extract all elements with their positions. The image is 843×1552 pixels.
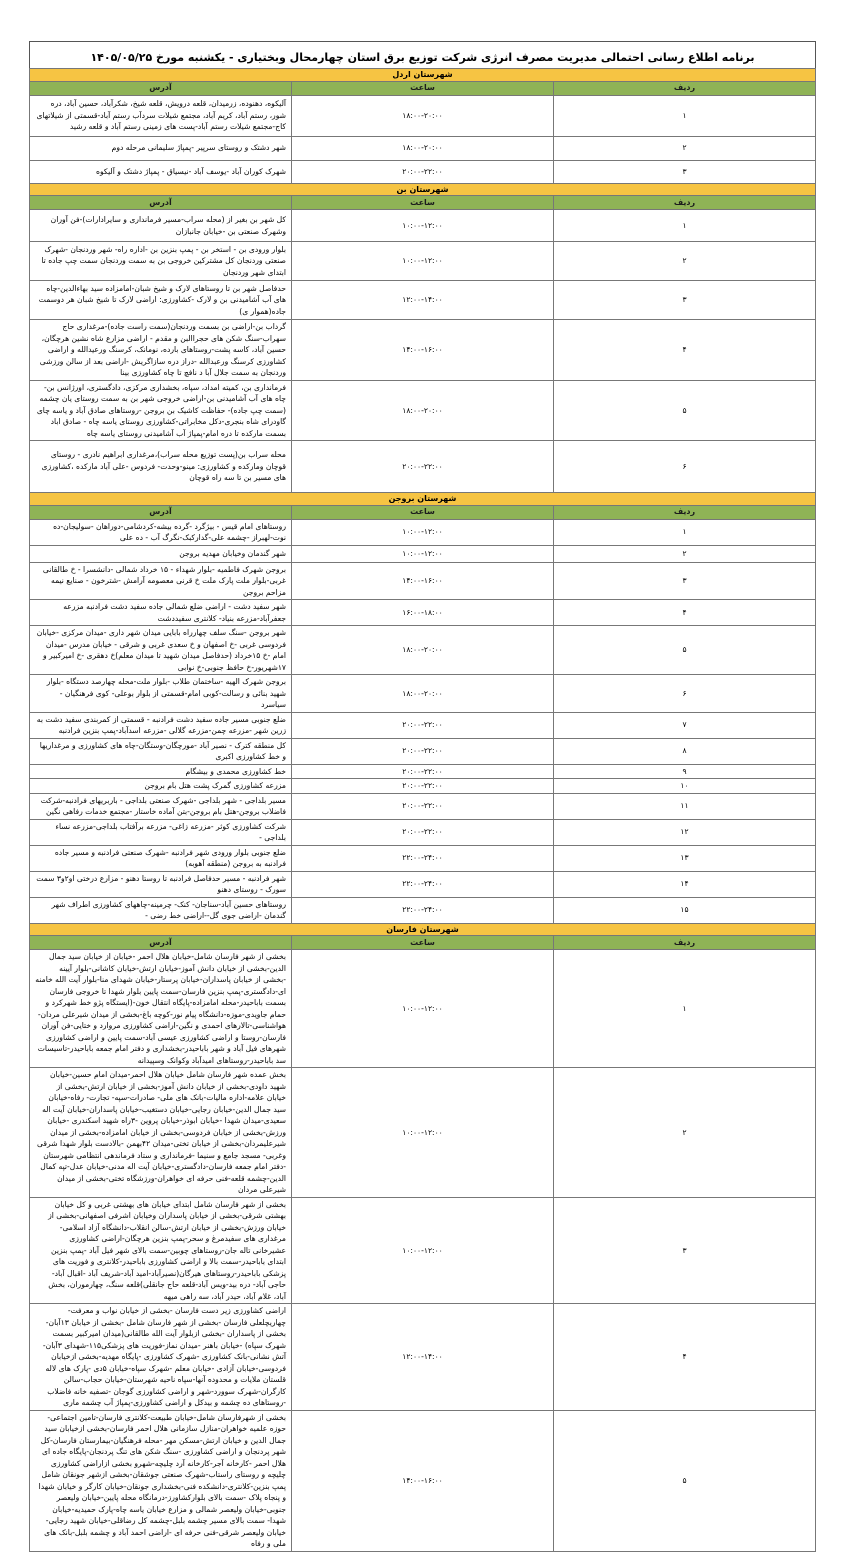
row-number: ۱۵ (554, 897, 816, 923)
outage-time: ۱۴:۰۰-۱۶:۰۰ (292, 1410, 554, 1551)
table-row (30, 210, 816, 242)
column-header-address: آدرس (30, 505, 292, 519)
row-number: ۱۳ (554, 845, 816, 871)
column-header-time: ساعت (292, 505, 554, 519)
city-header-row (30, 69, 816, 82)
table-row (30, 819, 816, 845)
outage-time: ۱۰:۰۰-۱۲:۰۰ (292, 1197, 554, 1304)
table-row (30, 950, 816, 1068)
table-row (30, 738, 816, 764)
table-row (30, 320, 816, 381)
row-number: ۱۴ (554, 871, 816, 897)
table-row (30, 897, 816, 923)
row-number: ۱۲ (554, 819, 816, 845)
outage-time: ۲۰:۰۰-۲۲:۰۰ (292, 793, 554, 819)
outage-address: بخش عمده شهر فارسان شامل خیابان هلال احمر-میدان امام حسین-خیابان شهید داودی-بخشی از خیابان دانش آموز-بخشی از خیابان ارتش-بخشی از خیابان علامه-اداره مالیات-بانک های ملی- صادرات-سپه- تجارت- رفاه-خیابان سید جمال الدین-خیابان رجایی-خیابان دستغیب-خیابان پاسداران-خیابان آیت اله سعیدی-میدان شهدا -خیابان ابوذر-خیابان پروین -۳راه شهید اسکندری -خیابان ورزش-بخشی از خیابان فردوسی-بخشی از خیابان امامزاده-بخشی از میدان شیرعلیمردان-بخشی از خیابان تختی-میدان ۴۲بهمن -بالادست بلوار شهدا شرقی وغربی- مسجد جامع و سنیما -فرمانداری و ستاد فرماندهی انتظامی شهرستان -دفتر امام جمعه فارسان-دادگستری-خیابان آیت اله مدنی-خیابان عدل-تپه کمال الدین-چشمه قلعه-فنی حرفه ای خواهران-ورزشگاه تختی-بخشی از میدان شیرعلی مردان (30, 1068, 292, 1198)
outage-time: ۱۸:۰۰-۲۰:۰۰ (292, 626, 554, 675)
outage-time: ۱۶:۰۰-۱۸:۰۰ (292, 600, 554, 626)
table-row (30, 600, 816, 626)
outage-time: ۱۰:۰۰-۱۲:۰۰ (292, 242, 554, 281)
city-name: شهرستان بن (30, 183, 816, 196)
table-row (30, 519, 816, 545)
outage-address: روستاهای حسین آباد-سناجان- کنک- چرمینه-چاههای کشاورزی اطراف شهر گندمان -اراضی جوی گل--اراضی خط رضی - (30, 897, 292, 923)
outage-address: مسیر بلداجی - شهر بلداجی -شهرک صنعتی بلداجی - باربریهای فرادنبه-شرکت فاضلاب بروجن-هتل بام بروجن-بتن آماده خاستار -مجتمع خدمات رفاهی نگین (30, 793, 292, 819)
outage-address: شهر بروجن -سنگ سلف چهارراه بابایی میدان شهر داری -میدان مرکزی -خیابان فردوسی غربی -خ اصفهان و خ سعدی غربی و شرقی - خیابان مدرس -میدان امام -خ ۱۵خرداد (حدفاصل میدان شهید تا میدان معلم)خ دهقری -خ امیرکبیر و ۱۷شهریور-خ حافظ جنوبی-خ نوابی (30, 626, 292, 675)
title-line-1: برنامه اطلاع رسانی احتمالی مدیریت مصرف انرژی شرکت توزیع برق استان چهارمحال وبختیاری - یکشنبه مورخ ۱۴۰۵/۰۵/۲۵ (90, 51, 755, 64)
row-number: ۲ (554, 136, 816, 160)
column-header-address: آدرس (30, 81, 292, 95)
outage-address: بروجن شهرک الهیه -ساختمان طلاب -بلوار ملت-محله چهارصد دستگاه -بلوار شهید بنائی و رسالت-کوبی امام-قسمتی از بلوار بوعلی- کوی فرهنگیان - سیاسرد (30, 675, 292, 713)
table-row (30, 626, 816, 675)
outage-address: آلیکوه، دهنوده، زرمیدان، قلعه درویش، قلعه شیخ، شکرآباد، حسین آباد، دره شور، رستم آباد، کریم آباد، مجتمع شیلات سردآب رستم آباد-قسمتی از شیلاتهای کاج-مجتمع شیلات رستم آباد-پست های زمینی رستم آباد و قلعه رشید (30, 95, 292, 136)
row-number: ۵ (554, 380, 816, 441)
row-number: ۱ (554, 210, 816, 242)
table-row (30, 160, 816, 183)
table-row (30, 764, 816, 779)
outage-time: ۱۸:۰۰-۲۰:۰۰ (292, 380, 554, 441)
outage-address: ضلع جنوبی بلوار ورودی شهر فرادنبه -شهرک صنعتی فرادنبه و مسیر جاده فرادنبه به بروجن (منطقه آهوبه) (30, 845, 292, 871)
outage-address: شهر دشتک و روستای سرپیر -پمپاژ سلیمانی مرحله دوم (30, 136, 292, 160)
city-name: شهرستان بروجن (30, 493, 816, 506)
row-number: ۱ (554, 519, 816, 545)
table-row (30, 95, 816, 136)
outage-address: بروجن شهرک فاطمیه -بلوار شهداء - ۱۵ خرداد شمالی -دانشسرا - خ طالقانی غربی-بلوار ملت پارک ملت خ قرنی معصومه آرامش -شترخون - صنایع نیمه مزاحم بروجن (30, 562, 292, 600)
outage-time: ۲۲:۰۰-۲۴:۰۰ (292, 871, 554, 897)
row-number: ۴ (554, 1304, 816, 1411)
outage-address: شهر گندمان وخیابان مهدیه بروجن (30, 545, 292, 562)
outage-time: ۱۸:۰۰-۲۰:۰۰ (292, 136, 554, 160)
city-header-row (30, 923, 816, 936)
column-header-time: ساعت (292, 936, 554, 950)
row-number: ۱۱ (554, 793, 816, 819)
city-name: شهرستان فارسان (30, 923, 816, 936)
row-number: ۱ (554, 950, 816, 1068)
outage-address: خط کشاورزی محمدی و بیشگام (30, 764, 292, 779)
table-row (30, 1410, 816, 1551)
outage-time: ۱۸:۰۰-۲۰:۰۰ (292, 95, 554, 136)
table-row (30, 242, 816, 281)
outage-address: اراضی کشاورزی زیر دست فارسان -بخشی از خیابان نواب و معرفت-چهاریچلعلی فارسان -بخشی از شهر فارسان شامل -بخشی از خیابان ۱۳آبان-بخشی از پاسداران -بخشی ازبلوار آیت الله طالقانی(میدان امیرکبیر بسمت شهرک سپاه) -خیابان باهنر -میدان نماز-فوریت های پزشکی۱۱۵-شهدای ۳آبان-آتش نشانی-بانک کشاورزی -شهرک کشاورزی -پایگاه مهدیه-بخشی ازخیابان فردوسی-خیابان آزادی -خیابان معلم -شهرک سپاه-خیابان ۵دی -پارک های لاله قلستان ملایات و محدوده آنها-سپاه ناحیه شهرستان-خیابان حجاب-سالن کارگران-شهرک سوورد-شهر و اراضی کشاورزی گوجان -تصفیه خانه فاضلاب -روستاهای ده چشمه و بیدکل و اراضی کشاورزی-پمپاژ آب چشمه ماری (30, 1304, 292, 1411)
column-header-time: ساعت (292, 196, 554, 210)
row-number: ۲ (554, 242, 816, 281)
document-page (29, 41, 816, 1552)
city-name: شهرستان اردل (30, 69, 816, 82)
row-number: ۳ (554, 1197, 816, 1304)
column-header-row (30, 936, 816, 950)
row-number: ۴ (554, 320, 816, 381)
table-row (30, 441, 816, 493)
column-header-row-number: ردیف (554, 936, 816, 950)
outage-time: ۱۲:۰۰-۱۴:۰۰ (292, 281, 554, 320)
outage-time: ۲۰:۰۰-۲۲:۰۰ (292, 160, 554, 183)
outage-address: ضلع جنوبی مسیر جاده سفید دشت فرادنبه - قسمتی از کمربندی سفید دشت به زرین شهر -مزرعه چمن-مزرعه گلالی -مزرعه اسدآباد-پمپ بنزین فرادنبه (30, 712, 292, 738)
row-number: ۱۰ (554, 779, 816, 794)
outage-time: ۲۰:۰۰-۲۲:۰۰ (292, 819, 554, 845)
column-header-time: ساعت (292, 81, 554, 95)
outage-time: ۲۲:۰۰-۲۴:۰۰ (292, 897, 554, 923)
document-title (29, 41, 816, 68)
row-number: ۷ (554, 712, 816, 738)
outage-address: مزرعه کشاورزی گمرک پشت هتل بام بروجن (30, 779, 292, 794)
column-header-address: آدرس (30, 936, 292, 950)
table-row (30, 380, 816, 441)
outage-time: ۲۰:۰۰-۲۲:۰۰ (292, 764, 554, 779)
table-row (30, 675, 816, 713)
outage-time: ۲۰:۰۰-۲۲:۰۰ (292, 738, 554, 764)
table-row (30, 281, 816, 320)
outage-address: گرداب بن-اراضی بن بسمت وردنجان(سمت راست جاده)-مرغداری حاج سهراب-سنگ شکن های حجراالبن و مقدم - اراضی مزارع شاه نشین هرچگان، حسین آباد، کاسه پشت-روستاهای بارده، نومانک، کرسنگ ورعیدالله و اراضی کشاورزی کرسنگ ورعبدالله -دراز دره سازاگریش -اراضی بعد از سالن ورزشی وردنجان به سمت جلال آبا د نافچ تا چاه کشاورزی بینا (30, 320, 292, 381)
outage-time: ۲۰:۰۰-۲۲:۰۰ (292, 779, 554, 794)
outage-address: شرکت کشاورزی کوثر -مزرعه زاغی- مزرعه برآفتاب بلداجی-مزرعه نساء بلداجی - (30, 819, 292, 845)
row-number: ۸ (554, 738, 816, 764)
row-number: ۳ (554, 281, 816, 320)
table-row (30, 793, 816, 819)
city-header-row (30, 493, 816, 506)
outage-time: ۲۲:۰۰-۲۴:۰۰ (292, 845, 554, 871)
outage-time: ۱۰:۰۰-۱۲:۰۰ (292, 1068, 554, 1198)
row-number: ۶ (554, 675, 816, 713)
outage-time: ۱۰:۰۰-۱۲:۰۰ (292, 950, 554, 1068)
outage-address: بخشی از شهرفارسان شامل-خیابان طبیعت-کلانتری فارسان-تامین اجتماعی-حوزه علمیه خواهران-منازل سازمانی هلال احمر فارسان-بخشی ازخیابان سید جمال الدین و خیابان ارتش-مسکن مهر -محله فرهنگیان-بیمارستان فارسان-کل شهر پردنجان و اراضی کشاورزی -سنگ شکن های تنگ پردنجان-پایگاه جاده ای هلال احمر -کارخانه آجر-کارخانه آرد چلیچه-شهرو بخشی ازاراضی کشاورزی چلیچه و روستای راستاب-شهرک صنعتی جوشقان-بخشی ازشهر جونقان شامل پمپ بنزین-کلانتری-دانشکده فنی-بخشداری جونقان-خیابان کارگر و خیابان شهدا و پنجاه پلاک -سمت بالای بلوارکشاورز-درمانگاه محله پایین-خیابان ولیعصر جنوبی-خیابان ولیعصر شمالی و مزارع خیابان یاسه چاه-پارک حمیدیه-خیابان شهدا- سمت بالای مسیر چشمه بلبل-چشمه کل رضاقلی-خیابان شهید رجایی-خیابان ولیعصر شرقی-فنی حرفه ای -اراضی احمد آباد و چشمه بلبل-بانک های ملی و رفاه (30, 1410, 292, 1551)
outage-address: شهر فرادنبه - مسیر حدفاصل فرادنبه تا روستا دهنو - مزارع درختی او۲و۳ سمت سورک - روستای دهنو (30, 871, 292, 897)
table-row (30, 136, 816, 160)
row-number: ۲ (554, 545, 816, 562)
outage-time: ۲۰:۰۰-۲۲:۰۰ (292, 441, 554, 493)
row-number: ۱ (554, 95, 816, 136)
outage-address: شهر سفید دشت - اراضی ضلع شمالی جاده سفید دشت فرادنبه مزرعه جعفرآباد-مزرعه بنیاد- کلانتری سفیددشت (30, 600, 292, 626)
table-row (30, 545, 816, 562)
table-row (30, 712, 816, 738)
outage-time: ۱۴:۰۰-۱۶:۰۰ (292, 562, 554, 600)
column-header-row-number: ردیف (554, 81, 816, 95)
outage-time: ۱۰:۰۰-۱۲:۰۰ (292, 545, 554, 562)
row-number: ۵ (554, 1410, 816, 1551)
column-header-row (30, 196, 816, 210)
row-number: ۶ (554, 441, 816, 493)
outage-address: کل منطقه کترک - نصیر آباد -مورچگان-وستگان-چاه های کشاورزی و مرغداریها و خط کشاورزی اکبری (30, 738, 292, 764)
row-number: ۹ (554, 764, 816, 779)
table-row (30, 1304, 816, 1411)
row-number: ۲ (554, 1068, 816, 1198)
outage-time: ۱۰:۰۰-۱۲:۰۰ (292, 210, 554, 242)
row-number: ۴ (554, 600, 816, 626)
outage-address: روستاهای امام قیس - بیژگرد -گرده بیشه-کردشامی-دوراهان -سولیجان-ده نوت-لهبراز -چشمه علی-گدارکبک-نگرگ آب - ده علی (30, 519, 292, 545)
outage-time: ۱۴:۰۰-۱۶:۰۰ (292, 320, 554, 381)
column-header-row (30, 505, 816, 519)
table-row (30, 845, 816, 871)
outage-address: شهرک کوران آباد -یوسف آباد -نیسیاق - پمپاژ دشتک و آلیکوه (30, 160, 292, 183)
outage-address: کل شهر بن بغیر از (محله سراب-مسیر فرمانداری و سایرادارات)-فن آوران وشهرک صنعتی بن -خیابان جانبازان (30, 210, 292, 242)
outage-address: فرمانداری بن، کمیته امداد، سپاه، بخشداری مرکزی، دادگستری، اورژانس بن- چاه های آب آشامیدنی بن-اراضی خروجی شهر بن به سمت روستای یان چشمه (سمت چپ جاده)- حفاظت کاشیک بن بروجن -روستاهای صادق آباد و یاسه چای گاودرای شاه بنجری-دکل مخابراتی-کشاورزی روستای یاسه چاه - صادق اباد بسمت مارکده تا دره امام-پمپاژ آب آشامیدنی روستای یاسه چاه (30, 380, 292, 441)
table-row (30, 871, 816, 897)
column-header-row-number: ردیف (554, 196, 816, 210)
column-header-row (30, 81, 816, 95)
outage-time: ۱۸:۰۰-۲۰:۰۰ (292, 675, 554, 713)
outage-address: بخشی از شهر فارسان شامل-خیابان هلال احمر -خیابان از خیابان سید جمال الدین-بخشی از خیابان دانش آموز-خیابان ارتش-خیابان کاشانی-بلوار آیینه -بخشی از خیابان پاسداران-خیابان پرستار-خیابان شهدای منا-بلوار آیت الله خامنه ای-دادگستری-پمپ بنزین فارسان-سمت پایین بلوار شهدا تا خروجی فارسان بسمت باباحیدر-محله امامزاده-پایگاه انتقال خون-(ایستگاه پژو خط شهرکرد و حمام جاویدی-موزه-دانشگاه پیام نور-کوچه باغ-بخشی از میدان شیرعلی مردان-هواشناسی-تالارهای احمدی و نگین-اراضی کشاورزی مروارد و ختایی-فن آوران فارسان-روستا و اراضی کشاورزی عیسی آباد-سمت پایین و اراضی کشاورزی شهرهای فیل آباد و شهر باباحیدر-بخشداری و دفتر امام جمعه باباحیدر-تاسیسات سد باباحیدر-روستاهای امیدآباد وکوانک وسپیدانه (30, 950, 292, 1068)
outage-time: ۱۲:۰۰-۱۴:۰۰ (292, 1304, 554, 1411)
table-row (30, 1197, 816, 1304)
outage-time: ۱۰:۰۰-۱۲:۰۰ (292, 519, 554, 545)
column-header-row-number: ردیف (554, 505, 816, 519)
outage-address: محله سراب بن(پست توزیع محله سراب)،مرغداری ابراهیم نادری - روستای قوچان ومارکده و کشاورزی: مینو-وحدت- فردوس -علی آباد مارکده ،کشاورزی های مسیر بن تا سه راه قوچان (30, 441, 292, 493)
table-row (30, 779, 816, 794)
row-number: ۳ (554, 562, 816, 600)
outage-address: بلوار ورودی بن - استخر بن - پمپ بنزین بن -اداره راه- شهر وردنجان -شهرک صنعتی وردنجان کل مشترکین خروجی بن به سمت وردنجان سمت چپ جاده تا ابتدای شهر وردنجان (30, 242, 292, 281)
outage-address: بخشی از شهر فارسان شامل ابتدای خیابان های بهشتی غربی و کل خیابان بهشتی شرقی-بخشی از خیابان پاسداران وخیابان اشرفی اصفهانی-بخشی از خیابان ورزش-بخشی از خیابان ارتش-سالن انقلاب-دانشگاه آزاد اسلامی-مرغداری های سفیدمرغ و سحر-پمپ بنزین هرچگان-اراضی کشاورزی عشیرخانی تاله جان-روستاهای چوبین-سمت بالای شهر فیل آباد -پمپ بنزین ابتدای باباحیدر-سمت بالا و اراضی کشاورزی باباحیدر-کلانتری و فوریت های پزشکی باباحیدر-روستاهای هیرگان(نصیرآباد-امید آباد-شریف آباد -اقبال آباد-حاجی آباد- دره بید-ویس آباد-قلعه حاج جانقلی)قلعه سنگ، چهارموران، بخش آباد، غلام آباد، حیدر آباد، سه راهی میهه (30, 1197, 292, 1304)
column-header-address: آدرس (30, 196, 292, 210)
outage-time: ۲۰:۰۰-۲۲:۰۰ (292, 712, 554, 738)
row-number: ۵ (554, 626, 816, 675)
table-row (30, 562, 816, 600)
outage-address: حدفاصل شهر بن تا روستاهای لارک و شیخ شبان-امامزاده سید بهاءالدین-چاه های آب آشامیدنی بن و لارک -کشاورزی: اراضی لارک تا شیخ شبان هر دوسمت جاده(هموار ی) (30, 281, 292, 320)
city-header-row (30, 183, 816, 196)
outage-schedule-table (29, 68, 816, 1552)
row-number: ۳ (554, 160, 816, 183)
table-row (30, 1068, 816, 1198)
